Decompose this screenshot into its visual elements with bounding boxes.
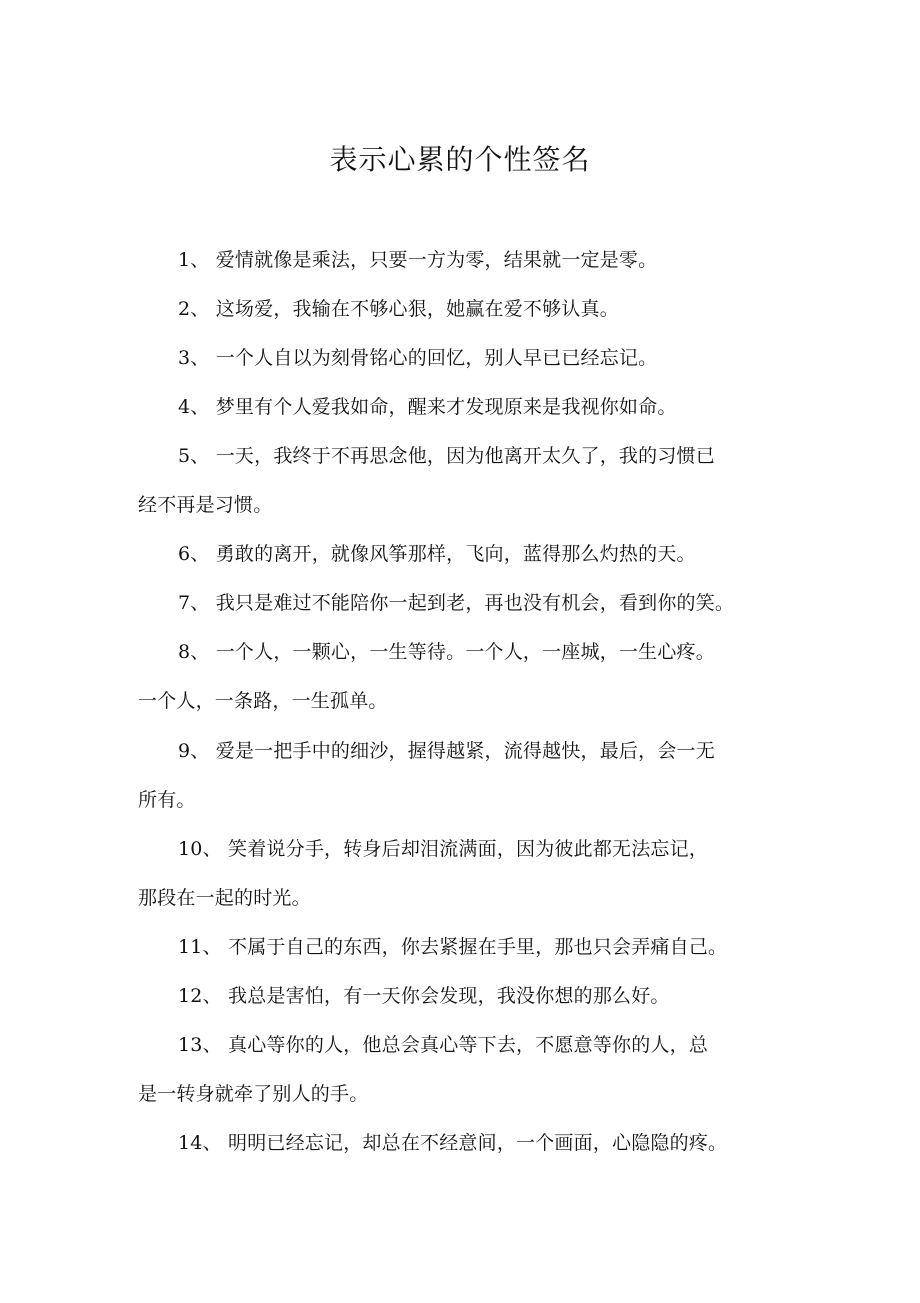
- signature-line-1: 1、 爱情就像是乘法，只要一方为零，结果就一定是零。: [178, 249, 658, 271]
- signature-line-2: 2、 这场爱，我输在不够心狠，她赢在爱不够认真。: [178, 298, 619, 320]
- signature-line-13: 13、 真心等你的人，他总会真心等下去，不愿意等你的人，总: [178, 1034, 709, 1056]
- signature-line-13-continued: 是一转身就牵了别人的手。: [138, 1083, 369, 1105]
- signature-line-10: 10、 笑着说分手，转身后却泪流满面，因为彼此都无法忘记，: [178, 838, 709, 860]
- signature-line-3: 3、 一个人自以为刻骨铭心的回忆，别人早已已经忘记。: [178, 347, 658, 369]
- signature-line-12: 12、 我总是害怕，有一天你会发现，我没你想的那么好。: [178, 985, 670, 1007]
- signature-line-7: 7、 我只是难过不能陪你一起到老，再也没有机会，看到你的笑。: [178, 592, 735, 614]
- signature-line-11: 11、 不属于自己的东西，你去紧握在手里，那也只会弄痛自己。: [178, 936, 728, 958]
- signature-line-6: 6、 勇敢的离开，就像风筝那样，飞向，蓝得那么灼热的天。: [178, 543, 696, 565]
- signature-line-8: 8、 一个人，一颗心，一生等待。一个人，一座城，一生心疼。: [178, 641, 715, 663]
- signature-line-5: 5、 一天，我终于不再思念他，因为他离开太久了，我的习惯已: [178, 445, 715, 467]
- signature-line-10-continued: 那段在一起的时光。: [138, 887, 311, 909]
- signature-line-9: 9、 爱是一把手中的细沙，握得越紧，流得越快，最后，会一无: [178, 740, 715, 762]
- signature-line-4: 4、 梦里有个人爱我如命，醒来才发现原来是我视你如命。: [178, 396, 677, 418]
- page-title: 表示心累的个性签名: [329, 143, 591, 176]
- signature-line-8-continued: 一个人，一条路，一生孤单。: [138, 690, 388, 712]
- signature-line-5-continued: 经不再是习惯。: [138, 494, 273, 516]
- signature-line-9-continued: 所有。: [138, 789, 196, 811]
- signature-line-14: 14、 明明已经忘记，却总在不经意间，一个画面，心隐隐的疼。: [178, 1132, 728, 1154]
